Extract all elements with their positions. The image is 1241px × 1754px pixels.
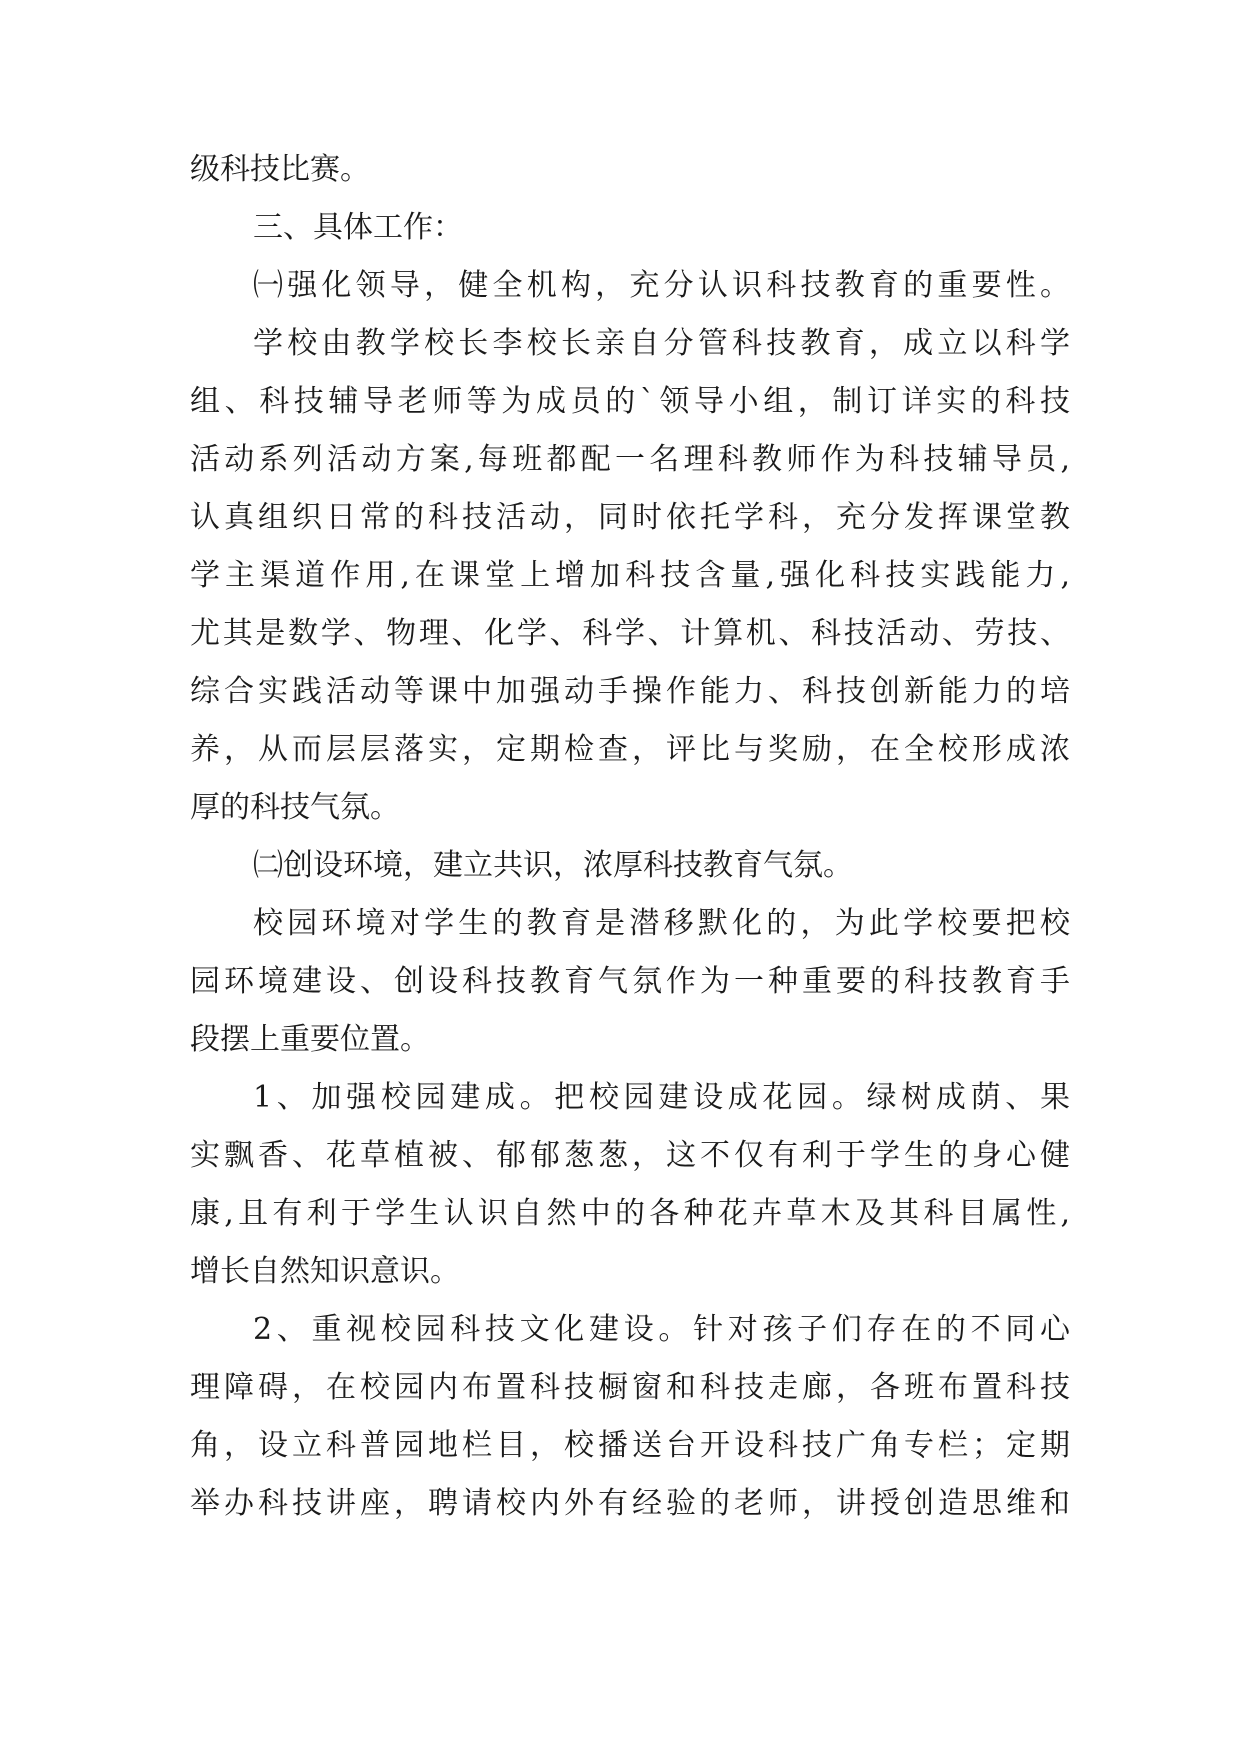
text-line: 举办科技讲座，聘请校内外有经验的老师，讲授创造思维和 bbox=[190, 1486, 1070, 1521]
text-line: 理障碍，在校园内布置科技橱窗和科技走廊，各班布置科技 bbox=[190, 1370, 1070, 1405]
text-line: 学主渠道作用,在课堂上增加科技含量,强化科技实践能力, bbox=[190, 558, 1070, 593]
subsection-heading: ㈡创设环境，建立共识，浓厚科技教育气氛。 bbox=[253, 848, 853, 883]
text-line: 尤其是数学、物理、化学、科学、计算机、科技活动、劳技、 bbox=[190, 616, 1070, 651]
text-line: 实飘香、花草植被、郁郁葱葱，这不仅有利于学生的身心健 bbox=[190, 1138, 1070, 1173]
text-line: 园环境建设、创设科技教育气氛作为一种重要的科技教育手 bbox=[190, 964, 1070, 999]
text-line: 康,且有利于学生认识自然中的各种花卉草木及其科目属性, bbox=[190, 1196, 1070, 1231]
subsection-heading: ㈠强化领导，健全机构，充分认识科技教育的重要性。 bbox=[253, 268, 1070, 303]
text-line: 综合实践活动等课中加强动手操作能力、科技创新能力的培 bbox=[190, 674, 1070, 709]
text-line: 厚的科技气氛。 bbox=[190, 790, 400, 825]
text-line: 认真组织日常的科技活动，同时依托学科，充分发挥课堂教 bbox=[190, 500, 1070, 535]
text-line: 学校由教学校长李校长亲自分管科技教育，成立以科学 bbox=[253, 326, 1070, 361]
section-heading: 三、具体工作： bbox=[253, 210, 463, 245]
text-line: 2、重视校园科技文化建设。针对孩子们存在的不同心 bbox=[253, 1312, 1070, 1347]
text-line: 养，从而层层落实，定期检查，评比与奖励，在全校形成浓 bbox=[190, 732, 1070, 767]
text-line: 校园环境对学生的教育是潜移默化的，为此学校要把校 bbox=[253, 906, 1070, 941]
text-line: 段摆上重要位置。 bbox=[190, 1022, 430, 1057]
text-line: 组、科技辅导老师等为成员的`领导小组，制订详实的科技 bbox=[190, 384, 1070, 419]
text-line: 级科技比赛。 bbox=[190, 152, 370, 187]
text-line: 活动系列活动方案,每班都配一名理科教师作为科技辅导员, bbox=[190, 442, 1070, 477]
text-line: 角，设立科普园地栏目，校播送台开设科技广角专栏；定期 bbox=[190, 1428, 1070, 1463]
text-line: 1、加强校园建成。把校园建设成花园。绿树成荫、果 bbox=[253, 1080, 1070, 1115]
text-line: 增长自然知识意识。 bbox=[190, 1254, 460, 1289]
